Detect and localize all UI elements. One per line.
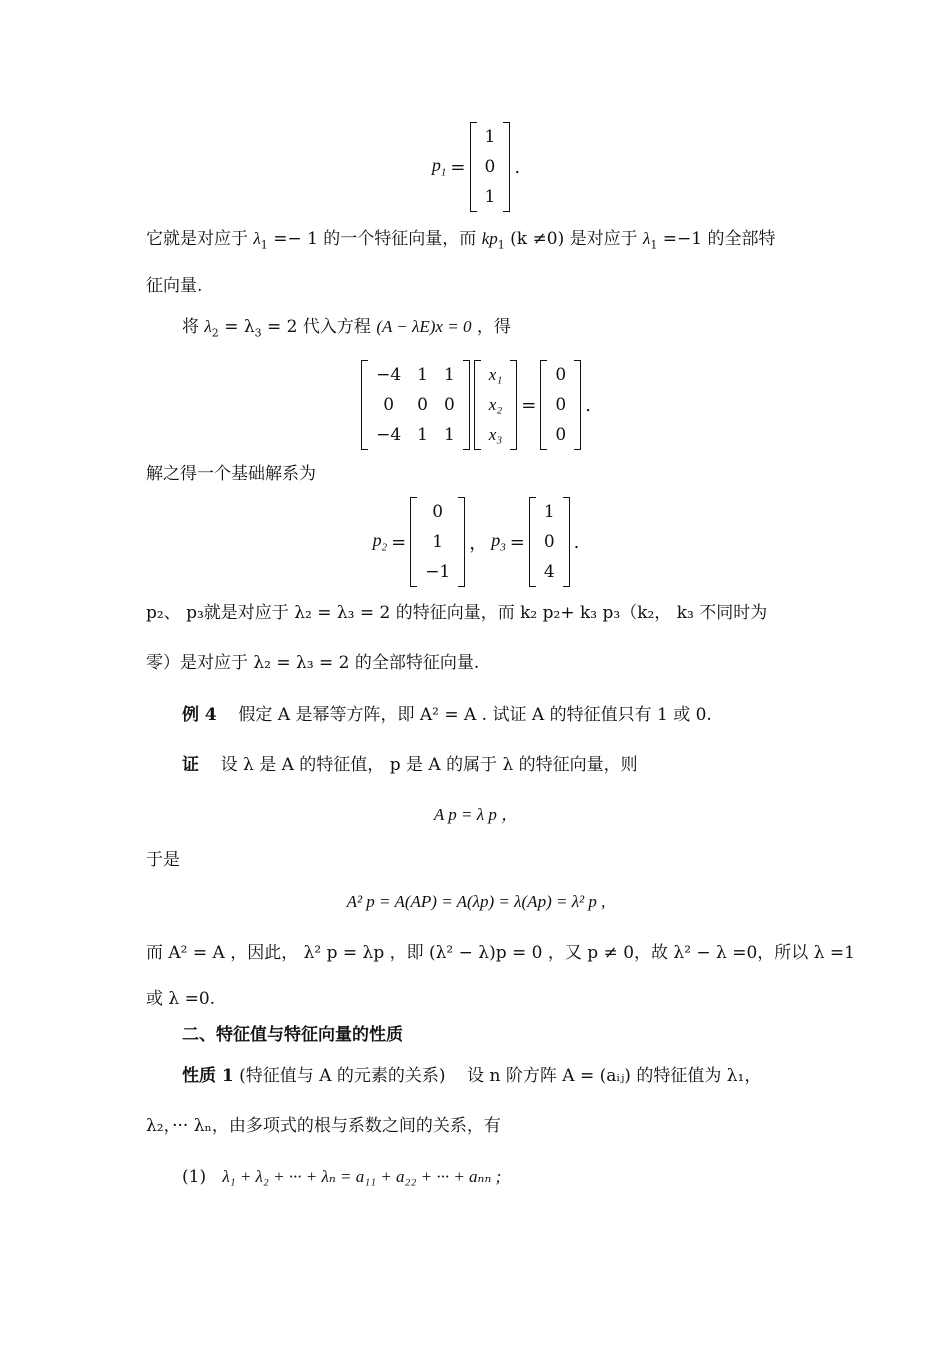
vector-entry: 0 [555, 365, 567, 385]
separator: ， [469, 533, 488, 554]
paragraph-therefore: 于是 [146, 850, 180, 870]
proof-text: 设 λ 是 A 的特征值， p 是 A 的属于 λ 的特征向量，则 [220, 755, 638, 775]
vector-entry: 0 [543, 532, 555, 552]
example-text: 假定 A 是幂等方阵，即 A² = A . 试证 A 的特征值只有 1 或 0. [238, 705, 712, 725]
equation-chain [0, 890, 952, 914]
item-number: (1) [182, 1167, 207, 1187]
equation-ap [0, 803, 952, 827]
section-heading: 二、特征值与特征向量的性质 [182, 1025, 403, 1045]
p3-vector [529, 497, 570, 587]
p2-symbol: $p_2$ [372, 530, 388, 554]
text: (k ≠0) [510, 229, 565, 249]
matrix-entry: 0 [417, 395, 428, 415]
subscript: 2 [211, 326, 219, 340]
property-text: 设 n 阶方阵 A = (aᵢⱼ) 的特征值为 λ₁， [467, 1066, 762, 1086]
example-4 [182, 703, 712, 727]
lambda-symbol: λ [253, 229, 261, 248]
subscript: 1 [497, 238, 505, 252]
vector-entry: 1 [543, 502, 555, 522]
paragraph-line: 或 λ =0. [146, 989, 216, 1009]
matrix-entry: −4 [376, 365, 402, 385]
text: 它就是对应于 [146, 229, 248, 249]
matrix-entry: 0 [383, 395, 395, 415]
item-formula: λ₁ + λ₂ + ··· + λₙ = a₁₁ + a₂₂ + ··· + aₙₙ ; [222, 1167, 502, 1186]
vector-entry: x₂ [488, 395, 503, 414]
matrix-entry: 1 [443, 365, 455, 385]
vector-entry: x₃ [488, 425, 503, 444]
vector-entry: 4 [543, 562, 555, 582]
vector-entry: 0 [484, 157, 496, 177]
period: . [573, 531, 580, 553]
vector-entry: 0 [555, 425, 567, 445]
paragraph-line: 征向量. [146, 276, 203, 296]
p1-symbol: $p_1$ [431, 155, 447, 179]
equals-sign: = [391, 531, 407, 553]
matrix-entry: 0 [443, 395, 455, 415]
linear-system [0, 360, 952, 450]
matrix-entry: −4 [376, 425, 402, 445]
kp-symbol: kp [481, 229, 498, 248]
coefficient-matrix [361, 360, 470, 450]
vector-entry: 1 [432, 532, 444, 552]
text: =−1 的全部特 [662, 229, 776, 249]
equals-sign: = [509, 531, 525, 553]
matrix-entry: 1 [417, 365, 428, 385]
vector-entry: x₁ [488, 365, 503, 384]
period: . [585, 394, 591, 416]
lambda-symbol: λ [204, 317, 212, 336]
paragraph-basis: 解之得一个基础解系为 [146, 464, 316, 484]
matrix-entry: 1 [417, 425, 428, 445]
paragraph-conclusion: 而 A² = A ，因此， λ² p = λp ，即 (λ² − λ)p = 0 ，又 p ≠ 0，故 λ² − λ =0，所以 λ =1 [146, 943, 855, 963]
paragraph-eigenvector-lambda1 [146, 227, 776, 257]
basis-vectors [0, 497, 952, 587]
paragraph-eigenvectors-lambda2: p₂、 p₃就是对应于 λ₂ = λ₃ = 2 的特征向量，而 k₂ p₂+ k₃ p₃（k₂， k₃ 不同时为 [146, 603, 768, 623]
proof [182, 753, 638, 777]
period: . [514, 156, 521, 178]
subscript: 1 [260, 238, 268, 252]
p1-equation [0, 122, 952, 212]
subscript: 3 [254, 326, 262, 340]
unknown-vector [474, 360, 517, 450]
vector-entry: 1 [484, 187, 496, 207]
vector-entry: 0 [432, 502, 444, 522]
text: = 2 代入方程 [267, 317, 371, 337]
equation: A p = λ p ， [433, 805, 519, 824]
item-1 [182, 1165, 501, 1189]
vector-entry: −1 [425, 562, 451, 582]
proof-label: 证 [182, 755, 199, 775]
equals-sign: = [450, 156, 466, 178]
example-label: 例 4 [182, 705, 217, 725]
vector-entry: 0 [555, 395, 567, 415]
vector-entry: 1 [484, 127, 496, 147]
lambda-symbol: λ [643, 229, 651, 248]
text: = λ [224, 317, 255, 337]
p2-vector [410, 497, 465, 587]
text: 将 [182, 317, 199, 337]
property-note: (特征值与 A 的元素的关系) [239, 1066, 446, 1086]
text: ，得 [476, 317, 511, 337]
equation: A² p = A(AP) = A(λp) = λ(Ap) = λ² p , [346, 892, 606, 911]
text: 是对应于 [569, 229, 638, 249]
paragraph-line: 零）是对应于 λ₂ = λ₃ = 2 的全部特征向量. [146, 653, 480, 673]
p1-vector [470, 122, 511, 212]
property-label: 性质 1 [182, 1066, 234, 1086]
paragraph-substitute [182, 315, 511, 345]
matrix-entry: 1 [443, 425, 455, 445]
text: =− 1 的一个特征向量，而 [273, 229, 477, 249]
zero-vector [540, 360, 581, 450]
p3-symbol: $p_3$ [491, 530, 506, 554]
paragraph-line: λ₂，··· λₙ，由多项式的根与系数之间的关系，有 [146, 1116, 501, 1136]
equals-sign: = [521, 394, 537, 416]
equation: (A − λE)x = 0 [376, 317, 472, 336]
subscript: 1 [650, 238, 658, 252]
property-1 [182, 1064, 761, 1088]
